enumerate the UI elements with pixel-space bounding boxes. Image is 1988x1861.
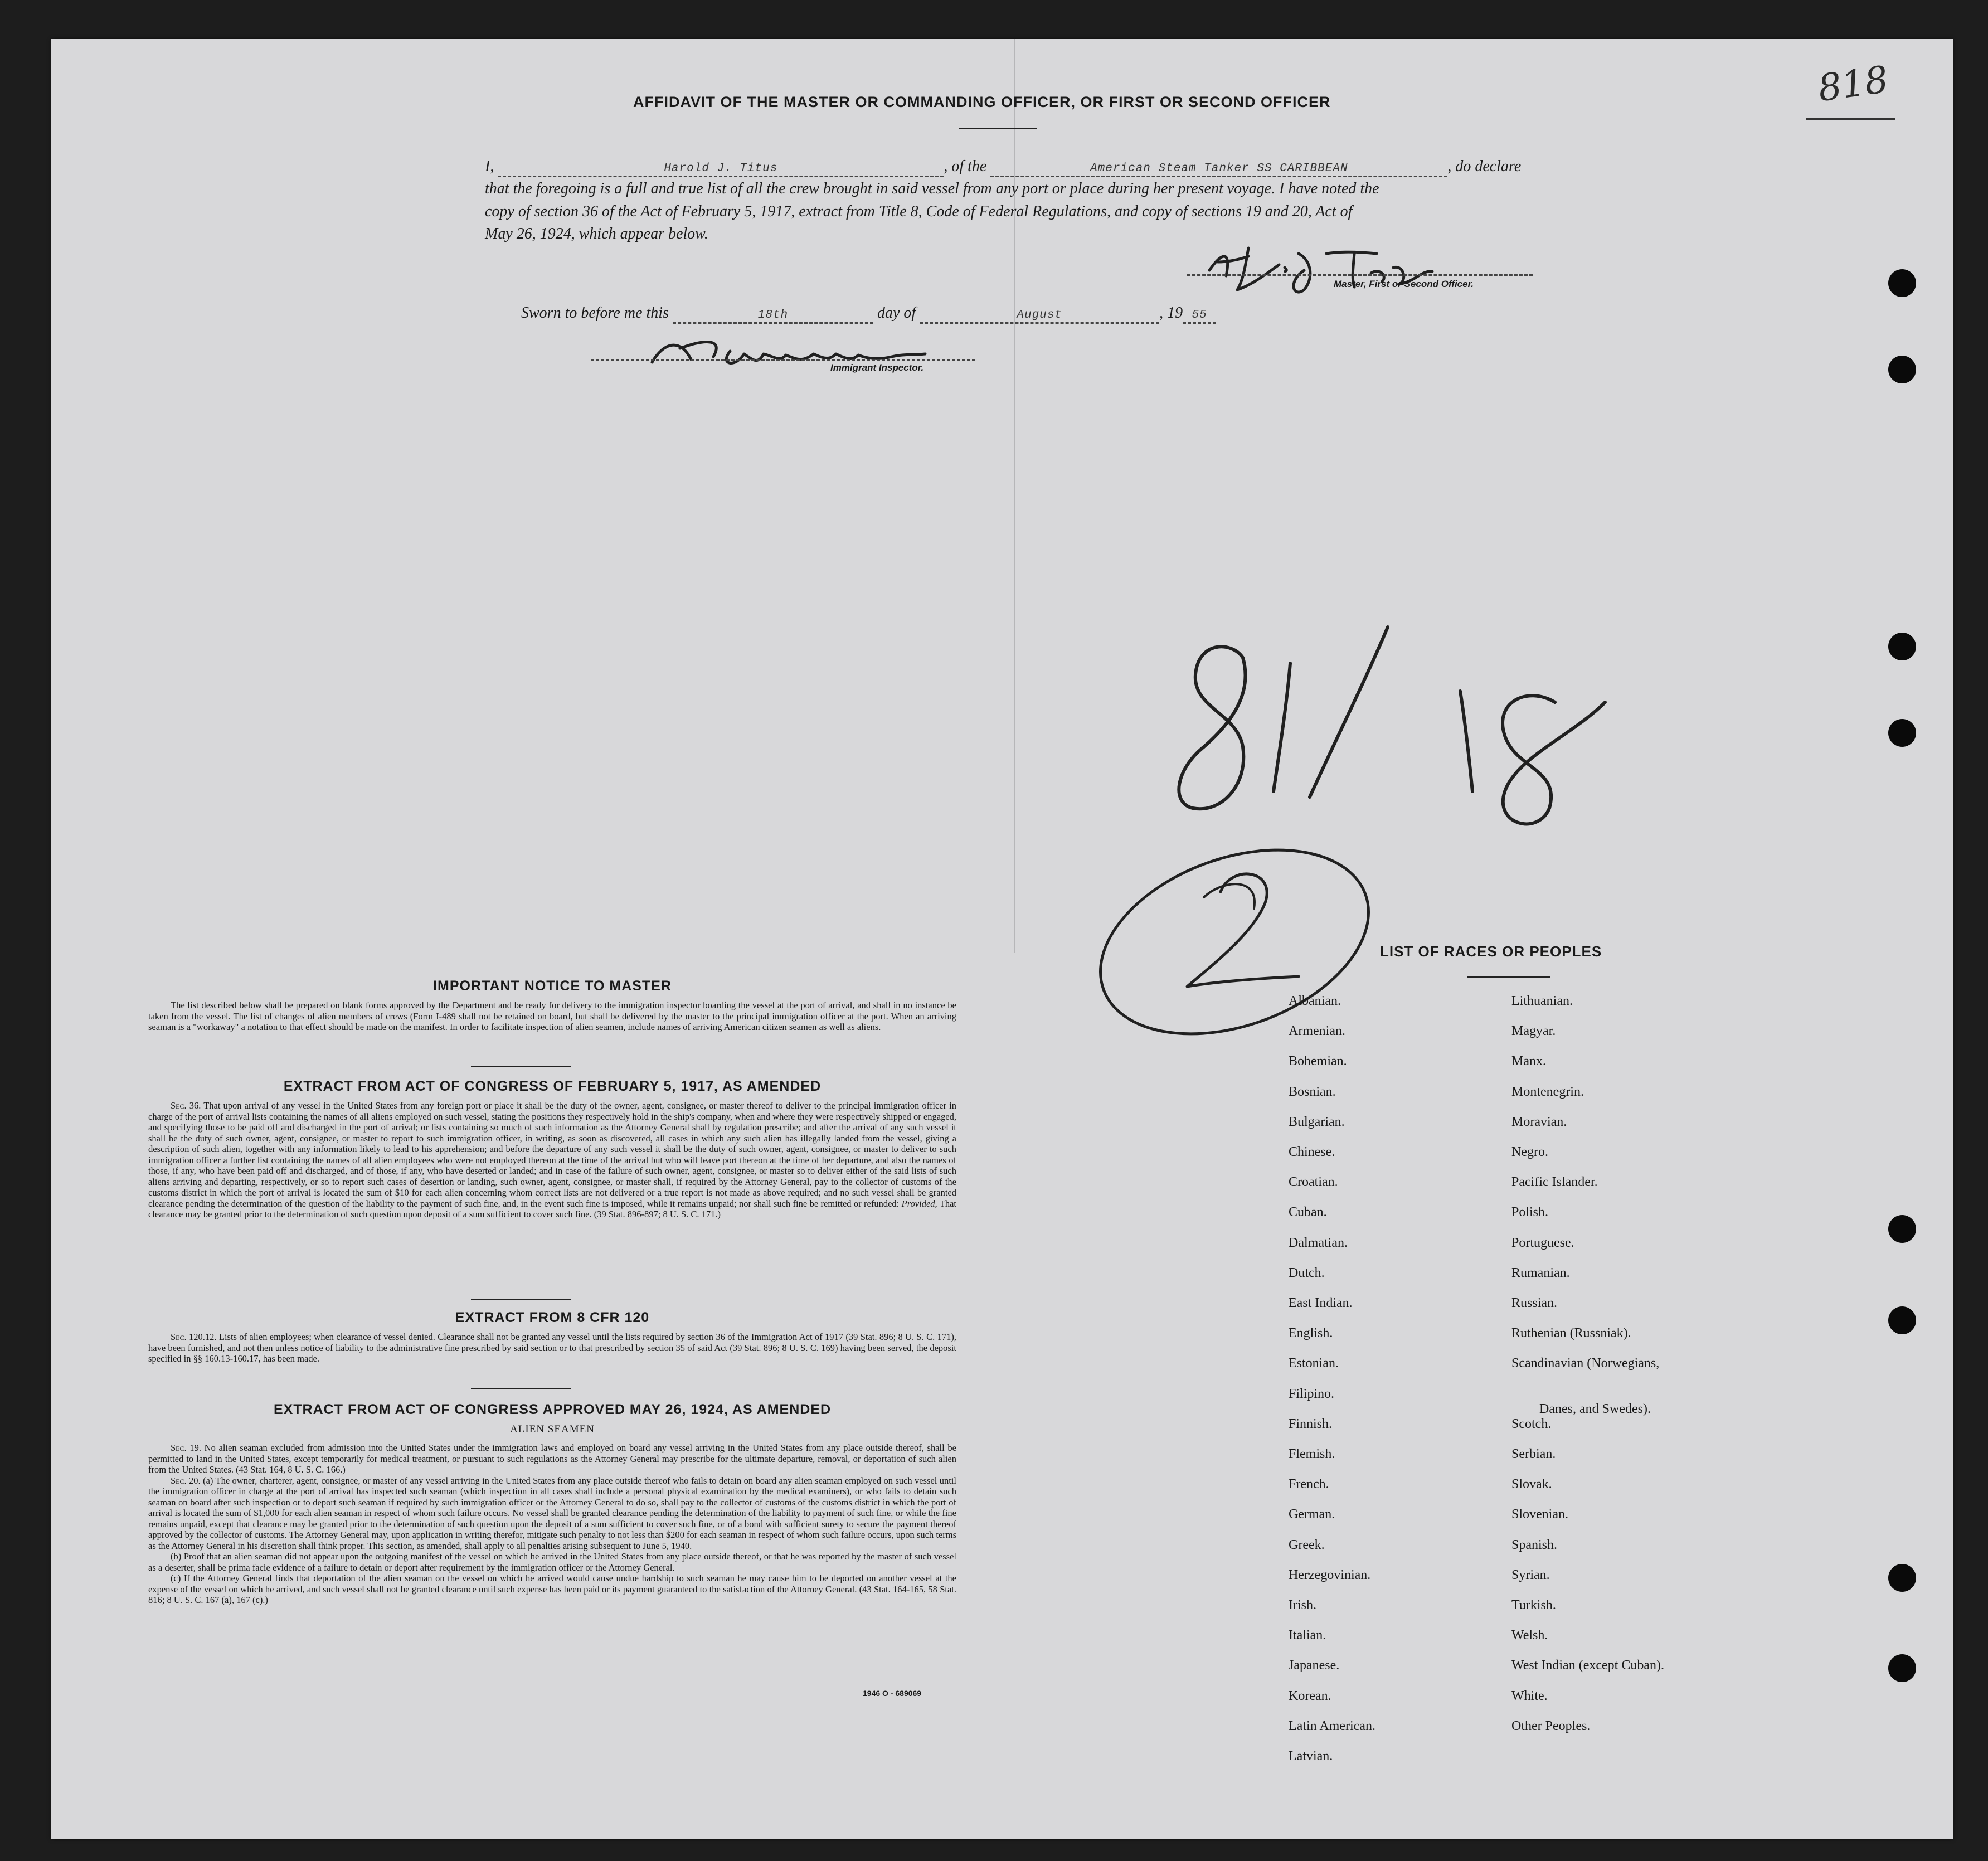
race-item: Herzegovinian. <box>1289 1567 1371 1582</box>
race-item: French. <box>1289 1477 1329 1492</box>
race-item: Latin American. <box>1289 1718 1375 1733</box>
sworn-prefix: Sworn to before me this <box>521 304 669 322</box>
extract-1917-section <box>148 1078 956 1220</box>
race-item: Italian. <box>1289 1628 1326 1643</box>
race-item: English. <box>1289 1326 1333 1341</box>
extract-1924-subtitle: ALIEN SEAMEN <box>510 1423 595 1435</box>
affidavit-line-4: May 26, 1924, which appear below. <box>485 225 708 242</box>
race-item: Negro. <box>1511 1145 1548 1159</box>
race-item: Magyar. <box>1511 1024 1556 1039</box>
sec-120-text: Lists of alien employees; when clearance of vessel denied. Clearance shall not be granted any vessel until the lists required by section 36 of the Immigration Act of 1917 (39 Stat. 896; 8 U. S. C. 171), have been furnished, and not then unless notice of liability to the administrative fine prescribed by said section or to that prescribed by section 35 of said Act (39 Stat. 896; 8 U. S. C. 169) having been served, the deposit specified in §§ 160.13-160.17, has been made. <box>148 1332 957 1364</box>
section-rule <box>471 1388 571 1389</box>
race-item: Ruthenian (Russniak). <box>1511 1326 1631 1341</box>
vessel-name: American Steam Tanker SS CARIBBEAN <box>1090 162 1348 175</box>
race-item: Moravian. <box>1511 1114 1567 1129</box>
affidavit-line-2: that the foregoing is a full and true list of all the crew brought in said vessel from any port or place during her present voyage. I have noted the <box>485 180 1379 197</box>
year-prefix: , 19 <box>1159 304 1183 322</box>
punch-hole <box>1888 356 1916 383</box>
title-rule <box>959 128 1037 129</box>
affidavit-i: I, <box>485 158 494 175</box>
sec-19-paragraph <box>148 1442 956 1475</box>
of-the-label: , of the <box>944 158 987 175</box>
race-item: Armenian. <box>1289 1024 1345 1039</box>
race-item: Albanian. <box>1289 994 1341 1008</box>
affidavit-title: AFFIDAVIT OF THE MASTER OR COMMANDING OFFICER, OR FIRST OR SECOND OFFICER <box>633 94 1331 110</box>
race-item: Turkish. <box>1511 1598 1556 1612</box>
races-title: LIST OF RACES OR PEOPLES <box>1380 943 1602 960</box>
affidavit-line-1 <box>485 158 1521 177</box>
race-item: Korean. <box>1289 1688 1331 1703</box>
race-item: Syrian. <box>1511 1567 1550 1582</box>
sec-120-label: Sec. 120.12. <box>171 1332 217 1342</box>
extract-cfr-title: EXTRACT FROM 8 CFR 120 <box>455 1310 650 1325</box>
day-of-label: day of <box>877 304 916 322</box>
print-code: 1946 O - 689069 <box>863 1689 922 1698</box>
punch-hole <box>1888 719 1916 747</box>
race-item: Japanese. <box>1289 1658 1340 1673</box>
do-declare-label: , do declare <box>1447 158 1522 175</box>
extract-1917-title: EXTRACT FROM ACT OF CONGRESS OF FEBRUARY 5, 1917, AS AMENDED <box>283 1078 822 1094</box>
race-item: Finnish. <box>1289 1416 1333 1431</box>
race-item: West Indian (except Cuban). <box>1511 1658 1664 1673</box>
corner-note: 818 <box>1815 57 1891 110</box>
race-item: Serbian. <box>1511 1447 1556 1461</box>
race-item: Scotch. <box>1511 1416 1552 1431</box>
race-item: White. <box>1511 1688 1548 1703</box>
punch-hole <box>1888 1654 1916 1682</box>
officer-name: Harold J. Titus <box>664 162 778 175</box>
race-item: Polish. <box>1511 1205 1549 1220</box>
race-item: Other Peoples. <box>1511 1718 1591 1733</box>
master-signature-line <box>1187 274 1533 276</box>
sworn-year: 55 <box>1192 309 1207 322</box>
sworn-line <box>521 304 1216 324</box>
sworn-month: August <box>1017 309 1062 322</box>
race-item: Spanish. <box>1511 1537 1558 1552</box>
sworn-day: 18th <box>757 309 789 322</box>
race-item: Russian. <box>1511 1296 1558 1310</box>
extract-1917-body <box>148 1100 956 1220</box>
race-item: Danes, and Swedes). <box>1539 1401 1651 1416</box>
race-item: Portuguese. <box>1511 1235 1574 1250</box>
race-item: Bulgarian. <box>1289 1114 1345 1129</box>
sec-20b-paragraph: (b) Proof that an alien seaman did not appear upon the outgoing manifest of the vessel on which he arrived in the United States from any place outside thereof, or that he was reported by the master of such vessel as a deserter, shall be prima facie evidence of a failure to detain or deport after requirement by the immigration officer or the Attorney General. <box>148 1551 956 1573</box>
inspector-label: Immigrant Inspector. <box>830 362 924 373</box>
race-item: Slovak. <box>1511 1477 1552 1492</box>
sec-19-text: No alien seaman excluded from admission into the United States under the immigration laws and employed on board any vessel arriving in the United States from any place outside thereof, shall be permitted to land in the United States, except temporarily for medical treatment, or pursuant to such regulations as the Attorney General may prescribe for the ultimate departure, removal, or deportation of such alien from the United States. (43 Stat. 164, 8 U. S. C. 166.) <box>148 1442 956 1475</box>
race-item: Greek. <box>1289 1537 1325 1552</box>
sec-36-label: Sec. 36. <box>171 1100 201 1111</box>
race-item: Croatian. <box>1289 1175 1338 1190</box>
notice-section <box>148 978 956 1033</box>
sworn-month-field <box>920 304 1159 324</box>
punch-hole <box>1888 1306 1916 1334</box>
race-item: Chinese. <box>1289 1145 1335 1159</box>
race-item: Irish. <box>1289 1598 1316 1612</box>
proviso: Provided, <box>901 1198 937 1209</box>
race-item: Rumanian. <box>1511 1265 1570 1280</box>
sworn-day-field <box>673 304 873 324</box>
sec-20a-text: (a) The owner, charterer, agent, consignee, or master of any vessel arriving in the United States from any place outside thereof who fails to detain on board any alien seaman employed on such vessel until the immigration officer in charge at the port of arrival has inspected such seaman (which inspection in all cases shall include a personal physical examination by the medical examiners), or who fails to detain such seaman on board after such inspection or to deport such seaman if required by such immigration officer or the Attorney General to do so, shall pay to the collector of customs of the customs district in which the port of arrival is located the sum of $1,000 for each alien seaman in respect of whom such failure occurs. No vessel shall be granted clearance pending the determination of the liability to payment of such fine, or while the fine remains unpaid, except that clearance may be granted prior to the determination of such question upon the deposit of a sum sufficient to cover such fine, or of a bond with sufficient surety to secure the payment thereof approved by the collector of customs. The Attorney General may, upon application in writing therefor, mitigate such penalty to not less than $200 for each seaman in respect of whom such failure occurs, upon such terms as the Attorney General in his discretion shall think proper. This section, as amended, shall apply to all penalties arising subsequent to June 5, 1940. <box>148 1475 957 1551</box>
extract-1924-section <box>148 1402 956 1606</box>
section-rule <box>471 1299 571 1300</box>
sec-36-text-end: That clearance may be granted prior to the determination of such question upon deposit of a sum sufficient to cover such fine. (39 Stat. 896-897; 8 U. S. C. 171.) <box>148 1198 957 1219</box>
extract-cfr-body <box>148 1332 956 1364</box>
race-item: Lithuanian. <box>1511 994 1573 1008</box>
punch-hole <box>1888 269 1916 297</box>
race-item: Scandinavian (Norwegians, <box>1511 1356 1660 1371</box>
race-item: Cuban. <box>1289 1205 1327 1220</box>
section-rule <box>471 1066 571 1067</box>
sec-20c-paragraph: (c) If the Attorney General finds that deportation of the alien seaman on the vessel on which he arrived would cause undue hardship to such seaman he may cause him to be deported on another vessel at the expense of the vessel on which he arrived, and such vessel shall not be granted clearance until such expense has been paid or its payment guaranteed to the satisfaction of the Attorney General. (43 Stat. 164-165, 58 Stat. 816; 8 U. S. C. 167 (a), 167 (c).) <box>148 1573 956 1605</box>
race-item: Welsh. <box>1511 1628 1548 1643</box>
sec-19-label: Sec. 19. <box>171 1442 201 1453</box>
race-item: Filipino. <box>1289 1386 1335 1401</box>
notice-body: The list described below shall be prepared on blank forms approved by the Department and be ready for delivery to the immigration inspector boarding the vessel at the port of arrival, and shall in no instance be taken from the vessel. The list of changes of alien members of crews (Form I-489 shall not be retained on board, but shall be delivered by the master to the principal immigration officer at the port. When an arriving seaman is a "workaway" a notation to that effect should be made on the manifest. In order to facilitate inspection of alien seamen, include names of arriving American citizen seamen as well as aliens. <box>148 1000 956 1032</box>
race-item: German. <box>1289 1507 1335 1522</box>
vessel-field <box>990 158 1447 177</box>
extract-cfr-section <box>148 1310 956 1364</box>
sworn-year-field <box>1183 304 1216 324</box>
race-item: Flemish. <box>1289 1447 1335 1461</box>
race-item: Estonian. <box>1289 1356 1339 1371</box>
affidavit-line-3: copy of section 36 of the Act of February 5, 1917, extract from Title 8, Code of Federal Regulations, and copy of sections 19 and 20, Act of <box>485 203 1353 220</box>
officer-name-field <box>498 158 944 177</box>
race-item: Dutch. <box>1289 1265 1325 1280</box>
punch-hole <box>1888 633 1916 660</box>
corner-note-underline <box>1806 118 1895 120</box>
sec-36-text: That upon arrival of any vessel in the United States from any foreign port or place it shall be the duty of the owner, agent, consignee, or master thereof to deliver to the principal immigration officer in charge of the port of arrival lists containing the names of all aliens employed on such vessel, stating the positions they respectively hold in the ship's company, when and where they were respectively shipped or engaged, and specifying those to be paid off and discharged in the port of arrival; or lists containing so much of such information as the Attorney General shall by regulation prescribe; and after the arrival of any such vessel it shall be the duty of such owner, agent, consignee, or master to report to such immigration officer, in writing, as soon as discovered, all cases in which any such alien has illegally landed from the vessel, giving a description of such alien, together with any information likely to lead to his apprehension; and before the departure of any such vessel it shall be the duty of such owner, agent, consignee, or master to deliver to such immigration officer a further list containing the names of all alien employees who were not employed thereon at the time of the arrival but who will leave port thereon at the time of her departure, and also the names of those, if any, who have been paid off and discharged, and of those, if any, who have deserted or landed; and in case of the failure of such owner, agent, consignee, or master so to deliver either of the said lists of such aliens arriving and departing, respectively, or so to report such cases of desertion or landing, such owner, agent, consignee, or master shall, if required by the Attorney General, pay to the collector of customs of the customs district in which the port of arrival is located the sum of $10 for each alien concerning whom correct lists are not delivered or a true report is not made as above required; and no such vessel shall be granted clearance pending the determination of the question of the liability to the payment of such fine, and, in the event such fine is imposed, while it remains unpaid; nor shall such fine be remitted or refunded: <box>148 1100 956 1209</box>
sec-20a-paragraph <box>148 1475 956 1552</box>
race-item: Manx. <box>1511 1054 1546 1069</box>
race-item: Slovenian. <box>1511 1507 1568 1522</box>
race-item: Pacific Islander. <box>1511 1175 1598 1190</box>
circled-number <box>1076 830 1388 1053</box>
sec-20-label: Sec. 20. <box>171 1475 201 1486</box>
races-title-rule <box>1467 976 1550 978</box>
handwritten-number <box>1159 624 1622 864</box>
notice-title: IMPORTANT NOTICE TO MASTER <box>433 978 672 994</box>
race-item: East Indian. <box>1289 1296 1353 1310</box>
race-item: Bosnian. <box>1289 1084 1336 1099</box>
extract-1924-title: EXTRACT FROM ACT OF CONGRESS APPROVED MAY 26, 1924, AS AMENDED <box>273 1402 832 1417</box>
race-item: Montenegrin. <box>1511 1084 1584 1099</box>
punch-hole <box>1888 1215 1916 1243</box>
race-item: Latvian. <box>1289 1749 1333 1763</box>
inspector-signature-line <box>591 359 975 361</box>
master-label: Master, First or Second Officer. <box>1334 279 1474 289</box>
race-item: Dalmatian. <box>1289 1235 1348 1250</box>
punch-hole <box>1888 1564 1916 1592</box>
race-item: Bohemian. <box>1289 1054 1347 1069</box>
